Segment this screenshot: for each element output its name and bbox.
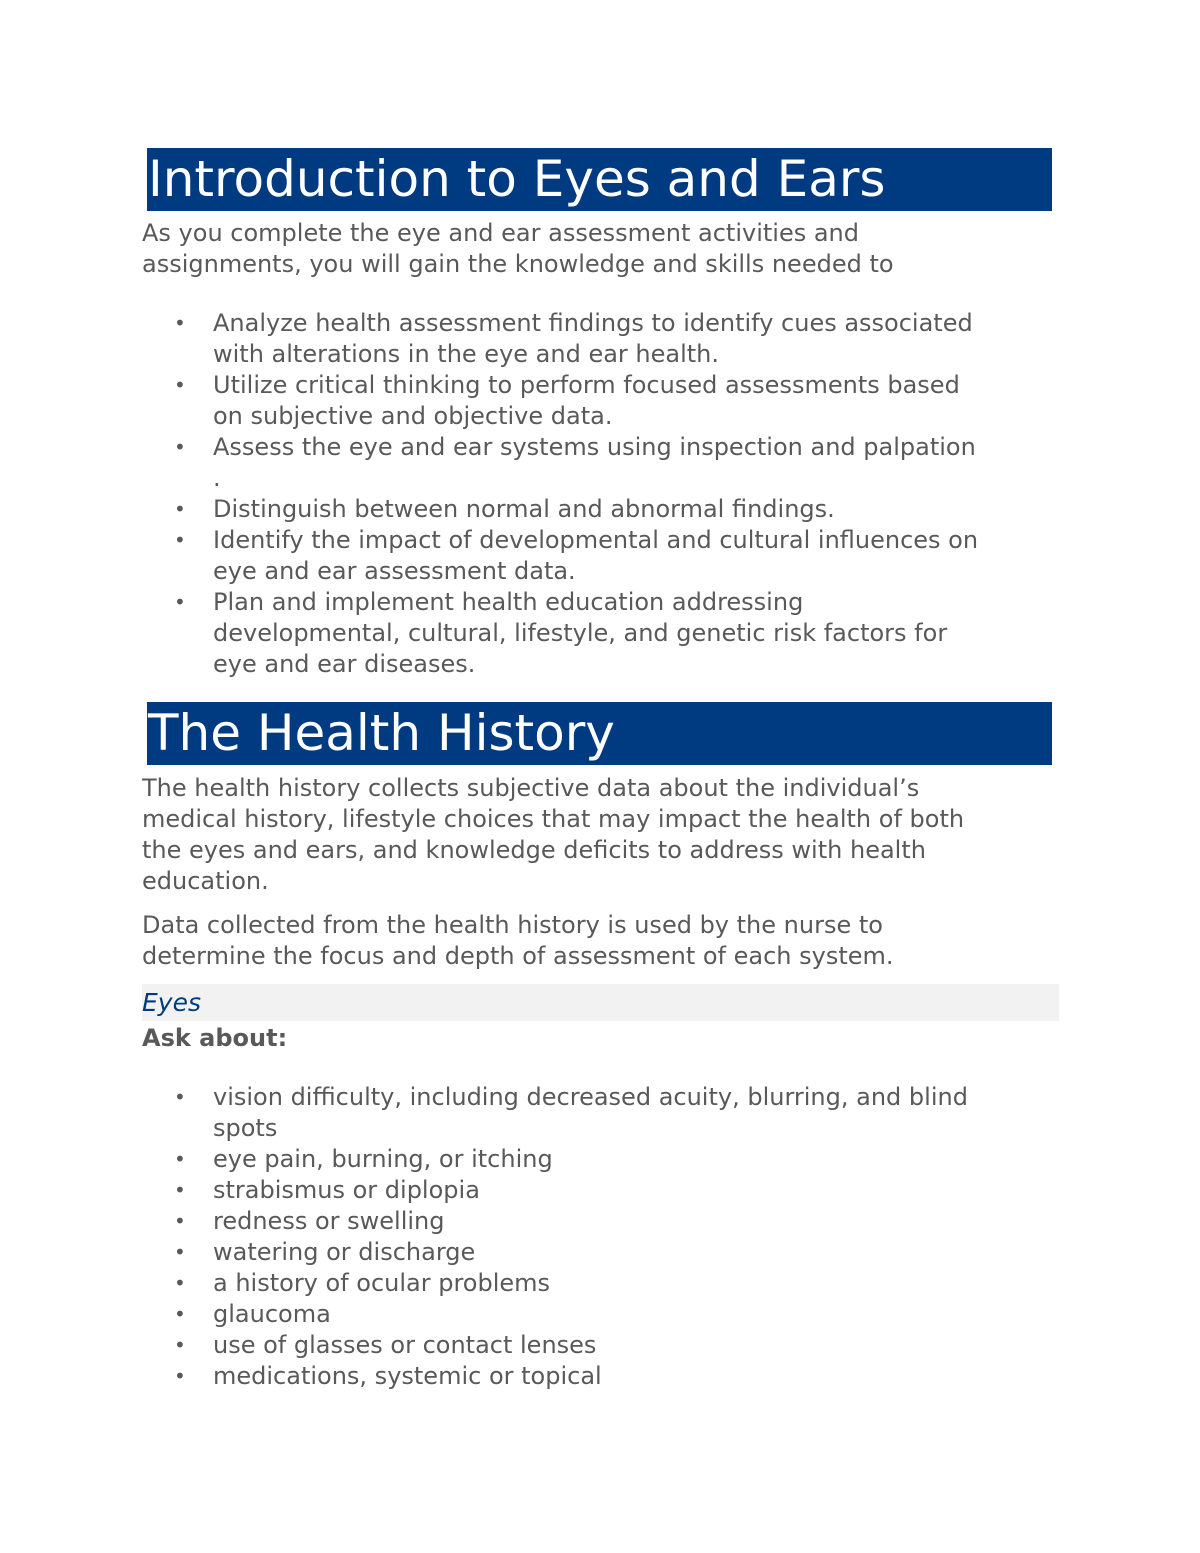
list-item bbox=[142, 1082, 1072, 1144]
list-item-line: glaucoma bbox=[213, 1300, 331, 1328]
list-item-line: on subjective and objective data. bbox=[213, 402, 613, 430]
list-item bbox=[142, 1175, 1072, 1206]
list-item-line: developmental, cultural, lifestyle, and genetic risk factors for bbox=[213, 619, 948, 647]
list-item-line: medications, systemic or topical bbox=[213, 1362, 602, 1390]
bullet-icon: • bbox=[174, 1240, 186, 1264]
list-item-line: eye and ear assessment data. bbox=[213, 557, 576, 585]
bullet-icon: • bbox=[174, 1364, 186, 1388]
eyes-ask-list bbox=[142, 1082, 1072, 1392]
list-item bbox=[142, 1361, 1072, 1392]
list-item bbox=[142, 494, 1072, 525]
list-item-line: Distinguish between normal and abnormal findings. bbox=[213, 495, 835, 523]
bullet-icon: • bbox=[174, 1085, 186, 1109]
subheading-eyes: Eyes bbox=[142, 988, 201, 1017]
bullet-icon: • bbox=[174, 1209, 186, 1233]
list-item-line: Assess the eye and ear systems using inspection and palpation bbox=[213, 433, 976, 461]
heading-health-history: The Health History bbox=[148, 704, 615, 762]
list-item-line: redness or swelling bbox=[213, 1207, 445, 1235]
bullet-icon: • bbox=[174, 1302, 186, 1326]
paragraph-line: the eyes and ears, and knowledge deficits to address with health bbox=[142, 836, 926, 864]
bullet-icon: • bbox=[174, 1271, 186, 1295]
list-item-line: Analyze health assessment findings to identify cues associated bbox=[213, 309, 973, 337]
list-item-line: Utilize critical thinking to perform focused assessments based bbox=[213, 371, 960, 399]
bullet-icon: • bbox=[174, 1333, 186, 1357]
list-item bbox=[142, 1206, 1072, 1237]
bullet-icon: • bbox=[174, 1147, 186, 1171]
list-item-line: Identify the impact of developmental and cultural influences on bbox=[213, 526, 979, 554]
bullet-icon: • bbox=[174, 528, 186, 552]
paragraph-line: Data collected from the health history is used by the nurse to bbox=[142, 911, 883, 939]
paragraph-line: education. bbox=[142, 867, 269, 895]
list-item-line: with alterations in the eye and ear health. bbox=[213, 340, 720, 368]
list-item bbox=[142, 1237, 1072, 1268]
list-item-line: vision difficulty, including decreased acuity, blurring, and blind bbox=[213, 1083, 968, 1111]
paragraph-line: determine the focus and depth of assessment of each system. bbox=[142, 942, 894, 970]
heading-introduction: Introduction to Eyes and Ears bbox=[148, 150, 886, 208]
paragraph-line: medical history, lifestyle choices that may impact the health of both bbox=[142, 805, 965, 833]
subheading-bar-eyes bbox=[142, 984, 1059, 1021]
list-item-line: eye and ear diseases. bbox=[213, 650, 476, 678]
list-item-line: Plan and implement health education addressing bbox=[213, 588, 804, 616]
bullet-icon: • bbox=[174, 373, 186, 397]
intro-paragraph bbox=[142, 218, 1072, 280]
list-item-line: use of glasses or contact lenses bbox=[213, 1331, 597, 1359]
list-item bbox=[142, 525, 1072, 587]
list-item-line: eye pain, burning, or itching bbox=[213, 1145, 553, 1173]
intro-line: As you complete the eye and ear assessment activities and bbox=[142, 219, 859, 247]
list-item-line: spots bbox=[213, 1114, 278, 1142]
health-history-paragraph bbox=[142, 773, 1072, 897]
list-item bbox=[142, 1144, 1072, 1175]
list-item bbox=[142, 432, 1072, 494]
list-item bbox=[142, 1268, 1072, 1299]
list-item bbox=[142, 1330, 1072, 1361]
data-collected-paragraph bbox=[142, 910, 1072, 972]
list-item bbox=[142, 308, 1072, 370]
bullet-icon: • bbox=[174, 435, 186, 459]
bullet-icon: • bbox=[174, 311, 186, 335]
list-item bbox=[142, 1299, 1072, 1330]
list-item bbox=[142, 370, 1072, 432]
objectives-list bbox=[142, 308, 1072, 680]
ask-about-label: Ask about: bbox=[142, 1024, 288, 1052]
paragraph-line: The health history collects subjective data about the individual’s bbox=[142, 774, 920, 802]
list-item-line: a history of ocular problems bbox=[213, 1269, 551, 1297]
list-item-line: watering or discharge bbox=[213, 1238, 476, 1266]
list-item-line: strabismus or diplopia bbox=[213, 1176, 480, 1204]
bullet-icon: • bbox=[174, 1178, 186, 1202]
bullet-icon: • bbox=[174, 497, 186, 521]
list-item bbox=[142, 587, 1072, 680]
bullet-icon: • bbox=[174, 590, 186, 614]
list-item-line: . bbox=[213, 464, 221, 492]
intro-line: assignments, you will gain the knowledge and skills needed to bbox=[142, 250, 894, 278]
